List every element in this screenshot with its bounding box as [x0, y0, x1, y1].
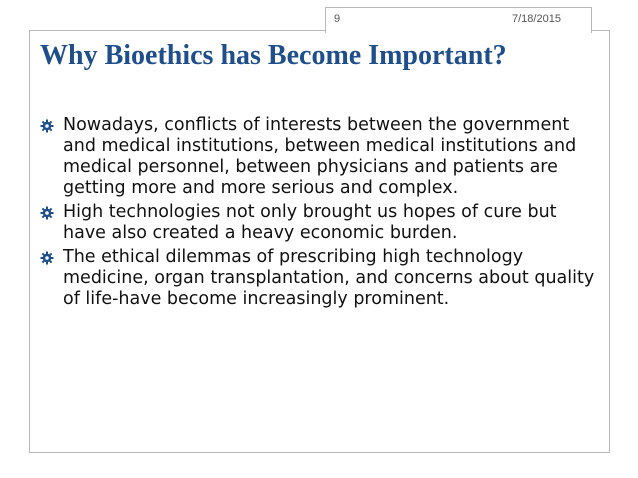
gear-bullet-icon — [40, 251, 54, 265]
bullet-text: The ethical dilemmas of prescribing high technology medicine, organ transplantation, and concerns about quality of life-have become increasingly prominent. — [63, 247, 595, 309]
bullet-item — [40, 202, 600, 244]
bullet-text: High technologies not only brought us hopes of cure but have also created a heavy economic burden. — [63, 202, 557, 243]
slide-number: 9 — [334, 13, 341, 25]
bullet-item — [40, 247, 600, 310]
bullet-item — [40, 115, 600, 199]
gear-bullet-icon — [40, 206, 54, 220]
slide-title: Why Bioethics has Become Important? — [40, 40, 507, 71]
bullet-text: Nowadays, conflicts of interests between the government and medical institutions, between medical institutions and medical personnel, between physicians and patients are getting more and more serious and complex. — [63, 115, 577, 198]
slide-date: 7/18/2015 — [512, 13, 561, 25]
bullet-list — [40, 115, 600, 313]
gear-bullet-icon — [40, 119, 54, 133]
